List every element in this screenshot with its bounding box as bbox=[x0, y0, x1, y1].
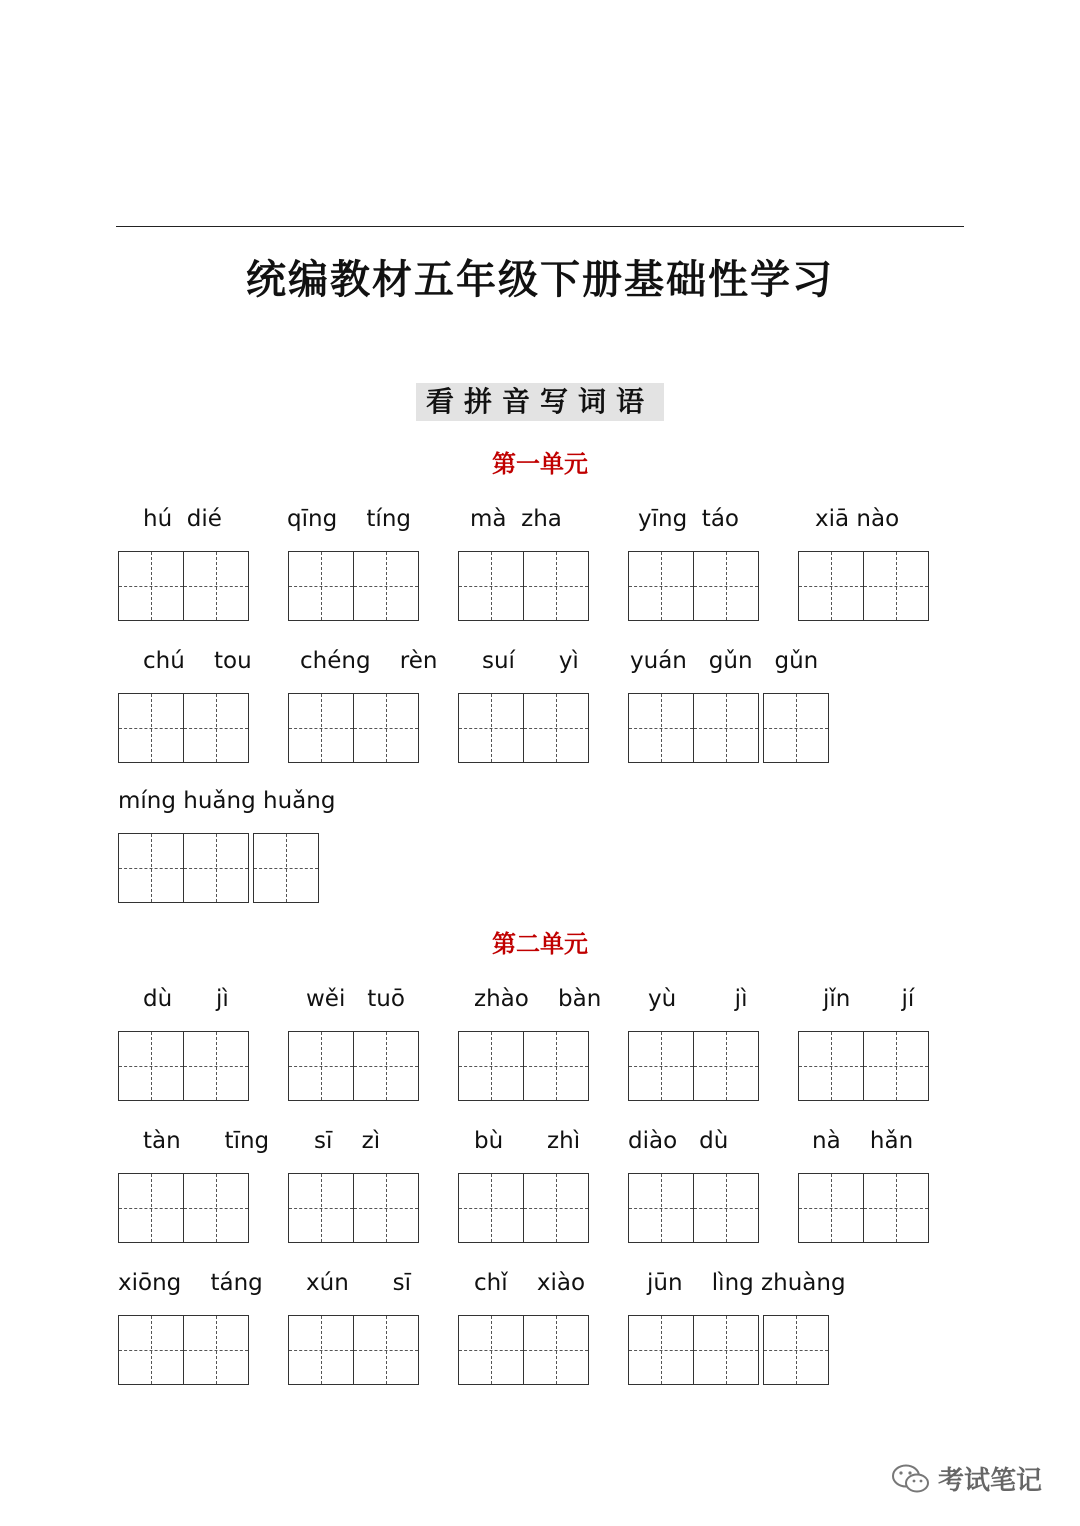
page-title: 统编教材五年级下册基础性学习 bbox=[246, 256, 834, 303]
writing-grid[interactable] bbox=[628, 1315, 829, 1385]
pinyin-u2-r2-1: tàn tīng bbox=[143, 1128, 270, 1154]
pinyin-u2-r3-1: xiōng táng bbox=[118, 1270, 263, 1296]
pinyin-u1-r3-1: míng huǎng huǎng bbox=[118, 788, 336, 814]
writing-grid[interactable] bbox=[118, 693, 249, 763]
writing-grid[interactable] bbox=[118, 1031, 249, 1101]
writing-cell[interactable] bbox=[458, 1031, 524, 1101]
writing-cell[interactable] bbox=[523, 1173, 589, 1243]
writing-grid[interactable] bbox=[288, 1031, 419, 1101]
pinyin-u2-r1-3: zhào bàn bbox=[474, 986, 602, 1012]
pinyin-u2-r2-4: diào dù bbox=[628, 1128, 729, 1154]
pinyin-u2-r1-1: dù jì bbox=[143, 986, 229, 1012]
pinyin-u2-r3-2: xún sī bbox=[306, 1270, 412, 1296]
writing-grid[interactable] bbox=[628, 1031, 759, 1101]
writing-cell[interactable] bbox=[183, 1031, 249, 1101]
writing-cell[interactable] bbox=[458, 1315, 524, 1385]
pinyin-u1-r2-1: chú tou bbox=[143, 648, 252, 674]
writing-cell[interactable] bbox=[118, 1031, 184, 1101]
pinyin-u1-r2-2: chéng rèn bbox=[300, 648, 438, 674]
writing-cell[interactable] bbox=[628, 693, 694, 763]
pinyin-u2-r1-5: jǐn jí bbox=[823, 986, 915, 1012]
pinyin-u1-r1-3: mà zha bbox=[470, 506, 562, 532]
writing-cell[interactable] bbox=[118, 833, 184, 903]
writing-grid[interactable] bbox=[288, 693, 419, 763]
writing-grid[interactable] bbox=[458, 1173, 589, 1243]
pinyin-u2-r2-5: nà hǎn bbox=[812, 1128, 914, 1154]
writing-cell[interactable] bbox=[288, 1315, 354, 1385]
pinyin-u2-r3-4: jūn lìng zhuàng bbox=[647, 1270, 846, 1296]
writing-cell[interactable] bbox=[353, 693, 419, 763]
writing-cell[interactable] bbox=[763, 693, 829, 763]
writing-cell[interactable] bbox=[798, 551, 864, 621]
unit-title-1: 第一单元 bbox=[492, 449, 588, 478]
pinyin-u2-r2-2: sī zì bbox=[314, 1128, 381, 1154]
pinyin-u1-r2-3: suí yì bbox=[482, 648, 579, 674]
writing-cell[interactable] bbox=[183, 833, 249, 903]
writing-cell[interactable] bbox=[253, 833, 319, 903]
pinyin-u2-r2-3: bù zhì bbox=[474, 1128, 581, 1154]
writing-cell[interactable] bbox=[118, 693, 184, 763]
writing-cell[interactable] bbox=[523, 551, 589, 621]
writing-cell[interactable] bbox=[628, 1315, 694, 1385]
writing-grid[interactable] bbox=[458, 551, 589, 621]
writing-grid[interactable] bbox=[628, 551, 759, 621]
writing-grid[interactable] bbox=[118, 551, 249, 621]
writing-cell[interactable] bbox=[288, 693, 354, 763]
writing-grid[interactable] bbox=[458, 1031, 589, 1101]
writing-grid[interactable] bbox=[118, 1315, 249, 1385]
writing-cell[interactable] bbox=[183, 693, 249, 763]
writing-cell[interactable] bbox=[118, 551, 184, 621]
writing-cell[interactable] bbox=[863, 1031, 929, 1101]
writing-cell[interactable] bbox=[628, 551, 694, 621]
writing-cell[interactable] bbox=[288, 1031, 354, 1101]
wechat-icon bbox=[890, 1462, 932, 1496]
pinyin-u2-r1-2: wěi tuō bbox=[306, 986, 405, 1012]
writing-cell[interactable] bbox=[693, 693, 759, 763]
pinyin-u2-r3-3: chǐ xiào bbox=[474, 1270, 586, 1296]
writing-cell[interactable] bbox=[353, 1315, 419, 1385]
writing-grid[interactable] bbox=[628, 693, 829, 763]
writing-grid[interactable] bbox=[288, 551, 419, 621]
writing-grid[interactable] bbox=[458, 1315, 589, 1385]
writing-cell[interactable] bbox=[183, 1315, 249, 1385]
writing-cell[interactable] bbox=[693, 1031, 759, 1101]
writing-grid[interactable] bbox=[288, 1173, 419, 1243]
writing-cell[interactable] bbox=[458, 1173, 524, 1243]
writing-grid[interactable] bbox=[288, 1315, 419, 1385]
pinyin-u1-r1-1: hú dié bbox=[143, 506, 222, 532]
top-rule bbox=[116, 226, 964, 227]
pinyin-u1-r1-2: qīng tíng bbox=[287, 506, 411, 532]
writing-grid[interactable] bbox=[798, 551, 929, 621]
pinyin-u1-r1-4: yīng táo bbox=[638, 506, 739, 532]
writing-grid[interactable] bbox=[798, 1173, 929, 1243]
writing-cell[interactable] bbox=[523, 1315, 589, 1385]
writing-cell[interactable] bbox=[288, 1173, 354, 1243]
watermark-text: 考试笔记 bbox=[938, 1466, 1043, 1496]
writing-cell[interactable] bbox=[798, 1173, 864, 1243]
writing-cell[interactable] bbox=[353, 1173, 419, 1243]
writing-grid[interactable] bbox=[798, 1031, 929, 1101]
writing-cell[interactable] bbox=[458, 551, 524, 621]
writing-cell[interactable] bbox=[693, 551, 759, 621]
writing-grid[interactable] bbox=[118, 833, 319, 903]
writing-cell[interactable] bbox=[288, 551, 354, 621]
pinyin-u1-r2-4: yuán gǔn gǔn bbox=[630, 648, 819, 674]
writing-cell[interactable] bbox=[693, 1173, 759, 1243]
unit-title-2: 第二单元 bbox=[492, 929, 588, 958]
writing-grid[interactable] bbox=[458, 693, 589, 763]
writing-cell[interactable] bbox=[523, 693, 589, 763]
writing-cell[interactable] bbox=[863, 1173, 929, 1243]
writing-cell[interactable] bbox=[118, 1173, 184, 1243]
writing-cell[interactable] bbox=[628, 1173, 694, 1243]
writing-cell[interactable] bbox=[118, 1315, 184, 1385]
writing-cell[interactable] bbox=[353, 551, 419, 621]
writing-cell[interactable] bbox=[183, 1173, 249, 1243]
writing-cell[interactable] bbox=[798, 1031, 864, 1101]
writing-cell[interactable] bbox=[458, 693, 524, 763]
writing-cell[interactable] bbox=[353, 1031, 419, 1101]
writing-grid[interactable] bbox=[628, 1173, 759, 1243]
watermark bbox=[890, 1460, 1042, 1497]
pinyin-u2-r1-4: yù jì bbox=[648, 986, 748, 1012]
writing-grid[interactable] bbox=[118, 1173, 249, 1243]
writing-cell[interactable] bbox=[628, 1031, 694, 1101]
writing-cell[interactable] bbox=[693, 1315, 759, 1385]
pinyin-u1-r1-5: xiā nào bbox=[815, 506, 900, 532]
writing-cell[interactable] bbox=[183, 551, 249, 621]
section-title: 看拼音写词语 bbox=[416, 383, 664, 421]
writing-cell[interactable] bbox=[763, 1315, 829, 1385]
writing-cell[interactable] bbox=[863, 551, 929, 621]
writing-cell[interactable] bbox=[523, 1031, 589, 1101]
